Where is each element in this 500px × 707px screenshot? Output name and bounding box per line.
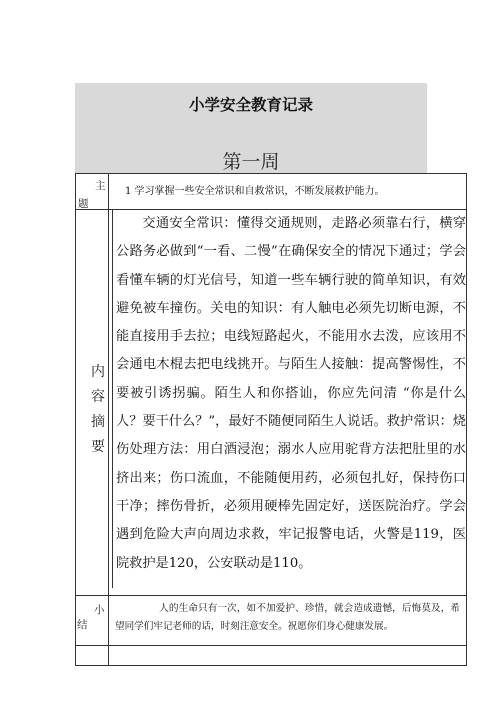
content-cell <box>109 210 467 596</box>
content-row <box>76 210 467 596</box>
week-heading: 第一周 <box>222 151 280 173</box>
content-label-char-1: 内 <box>91 364 105 380</box>
document-header <box>75 83 427 173</box>
blank-cell <box>109 646 467 666</box>
record-table <box>75 173 467 666</box>
summary-label-char-2: 结 <box>77 619 88 631</box>
content-label-char-4: 要 <box>91 439 105 455</box>
topic-label-char-1: 主 <box>95 180 106 192</box>
topic-cell <box>109 174 467 210</box>
blank-row <box>76 646 467 666</box>
content-text: 交通安全常识：懂得交通规则，走路必须靠右行，横穿公路务必做到“一看、二慢”在确保安全的情况下通过；学会看懂车辆的灯光信号，知道一些车辆行驶的简单知识，有效避免被车撞伤。关电的知识：有人触电必须先切断电源，不能直接用手去拉；电线短路起火，不能用水去泼，应该用不会通电木棍去把电线挑开。与陌生人接触：提高警惕性，不要被引诱拐骗。陌生人和你搭讪，你应先问清 “你是什么人？要干什么？”，最好不随便同陌生人说话。救护常识：烧伤处理方法：用白酒浸泡；溺水人应用驼背方法把肚里的水挤出来；伤口流血，不能随便用药，必须包扎好，保持伤口干净；摔伤骨折，必须用硬棒先固定好，送医院治疗。学会遇到危险大声向周边求救，牢记报警电话，火警是119，医院救护是120，公安联动是110。 <box>112 210 467 588</box>
content-label-cell <box>76 210 109 596</box>
summary-row <box>76 596 467 646</box>
topic-label-char-2: 题 <box>78 198 89 210</box>
content-label-char-3: 摘 <box>91 414 105 430</box>
document-title: 小学安全教育记录 <box>188 96 313 114</box>
topic-label-cell <box>76 174 109 210</box>
summary-text: 人的生命只有一次，如不加爱护、珍惜，就会造成遗憾，后悔莫及，希望同学们牢记老师的话，时刻注意安全。祝愿你们身心健康发展。 <box>115 603 460 632</box>
summary-label-char-1: 小 <box>94 604 105 616</box>
summary-cell <box>109 596 467 646</box>
topic-row <box>76 174 467 210</box>
summary-label-cell <box>76 596 109 646</box>
content-label-char-2: 容 <box>91 389 105 405</box>
topic-text: 1 学习掌握一些安全常识和自救常识，不断发展救护能力。 <box>125 186 385 197</box>
blank-label-cell <box>76 646 109 666</box>
